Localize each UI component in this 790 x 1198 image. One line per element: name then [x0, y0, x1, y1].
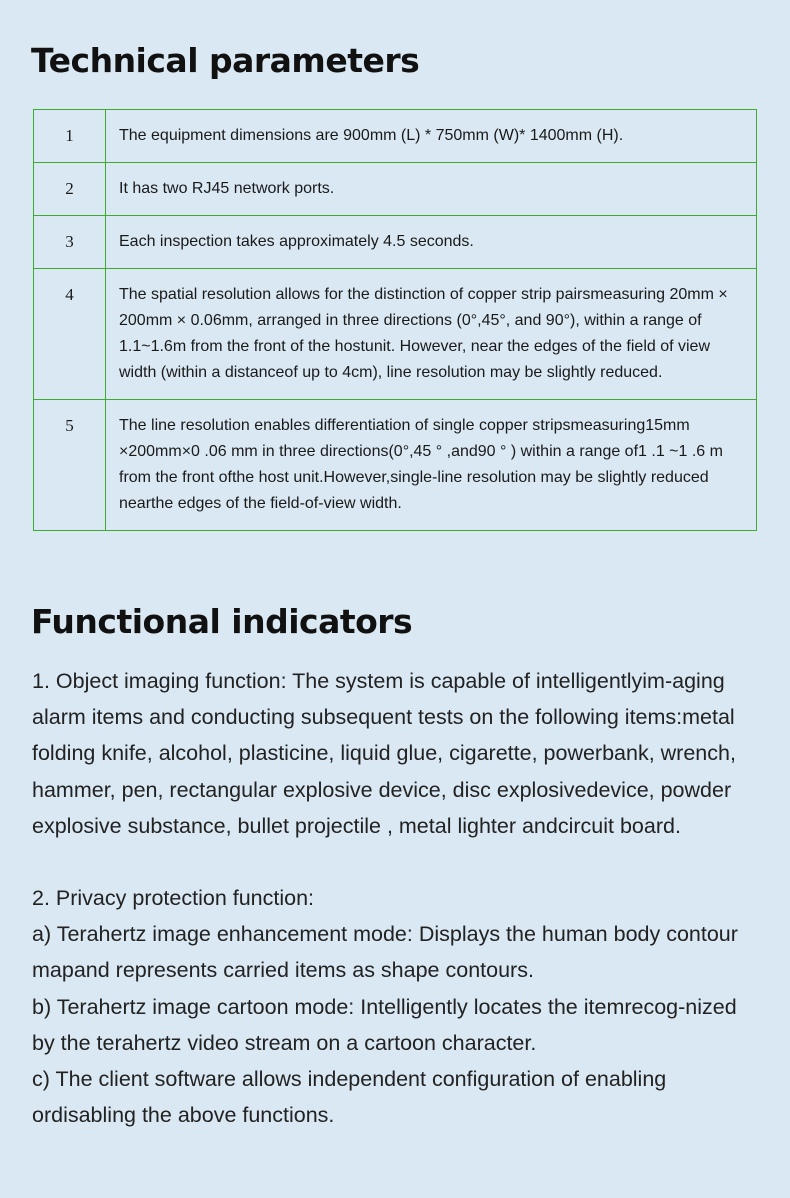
table-row — [34, 110, 757, 163]
row-text: It has two RJ45 network ports. — [106, 163, 757, 216]
table-row — [34, 269, 757, 400]
privacy-heading: 2. Privacy protection function: — [32, 886, 315, 911]
row-number: 1 — [34, 110, 106, 163]
functional-indicators-body — [32, 663, 762, 1133]
table-row — [34, 400, 757, 531]
paragraph-spacer — [32, 844, 762, 880]
row-text: The spatial resolution allows for the distinction of copper strip pairsmeasuring 20mm × 200mm × 0.06mm, arranged in three directions (0°,45°, and 90°), within a range of 1.1~1.6m from the front of the hostunit. However, near the edges of the field of view width (within a distanceof up to 4cm), line resolution may be slightly reduced. — [106, 269, 757, 400]
row-number: 3 — [34, 216, 106, 269]
row-number: 5 — [34, 400, 106, 531]
client-config-item: c) The client software allows independent configuration of enabling ordisabling the above functions. — [32, 1067, 667, 1128]
technical-parameters-title: Technical parameters — [31, 41, 420, 80]
row-text: Each inspection takes approximately 4.5 seconds. — [106, 216, 757, 269]
technical-parameters-table — [33, 109, 757, 531]
object-imaging-paragraph: 1. Object imaging function: The system is capable of intelligentlyim-aging alarm items and conducting subsequent tests on the following items:metal folding knife, alcohol, plasticine, liquid glue, cigarette, powerbank, wrench, hammer, pen, rectangular explosive device, disc explosivedevice, powder explosive substance, bullet projectile , metal lighter andcircuit board. — [32, 669, 736, 838]
cartoon-mode-item: b) Terahertz image cartoon mode: Intelligently locates the itemrecog-nized by the terahertz video stream on a cartoon character. — [32, 994, 737, 1055]
row-text: The line resolution enables differentiation of single copper stripsmeasuring15mm ×200mm×0 .06 mm in three directions(0°,45 ° ,and90 ° ) within a range of1 .1 ~1 .6 m from the front ofthe host unit.However,single-line resolution may be slightly reduced nearthe edges of the field-of-view width. — [106, 400, 757, 531]
functional-indicators-title: Functional indicators — [31, 602, 413, 641]
table-row — [34, 216, 757, 269]
table-row — [34, 163, 757, 216]
row-number: 4 — [34, 269, 106, 400]
enhancement-mode-item: a) Terahertz image enhancement mode: Displays the human body contour mapand represents carried items as shape contours. — [32, 922, 738, 983]
row-text: The equipment dimensions are 900mm (L) * 750mm (W)* 1400mm (H). — [106, 110, 757, 163]
row-number: 2 — [34, 163, 106, 216]
